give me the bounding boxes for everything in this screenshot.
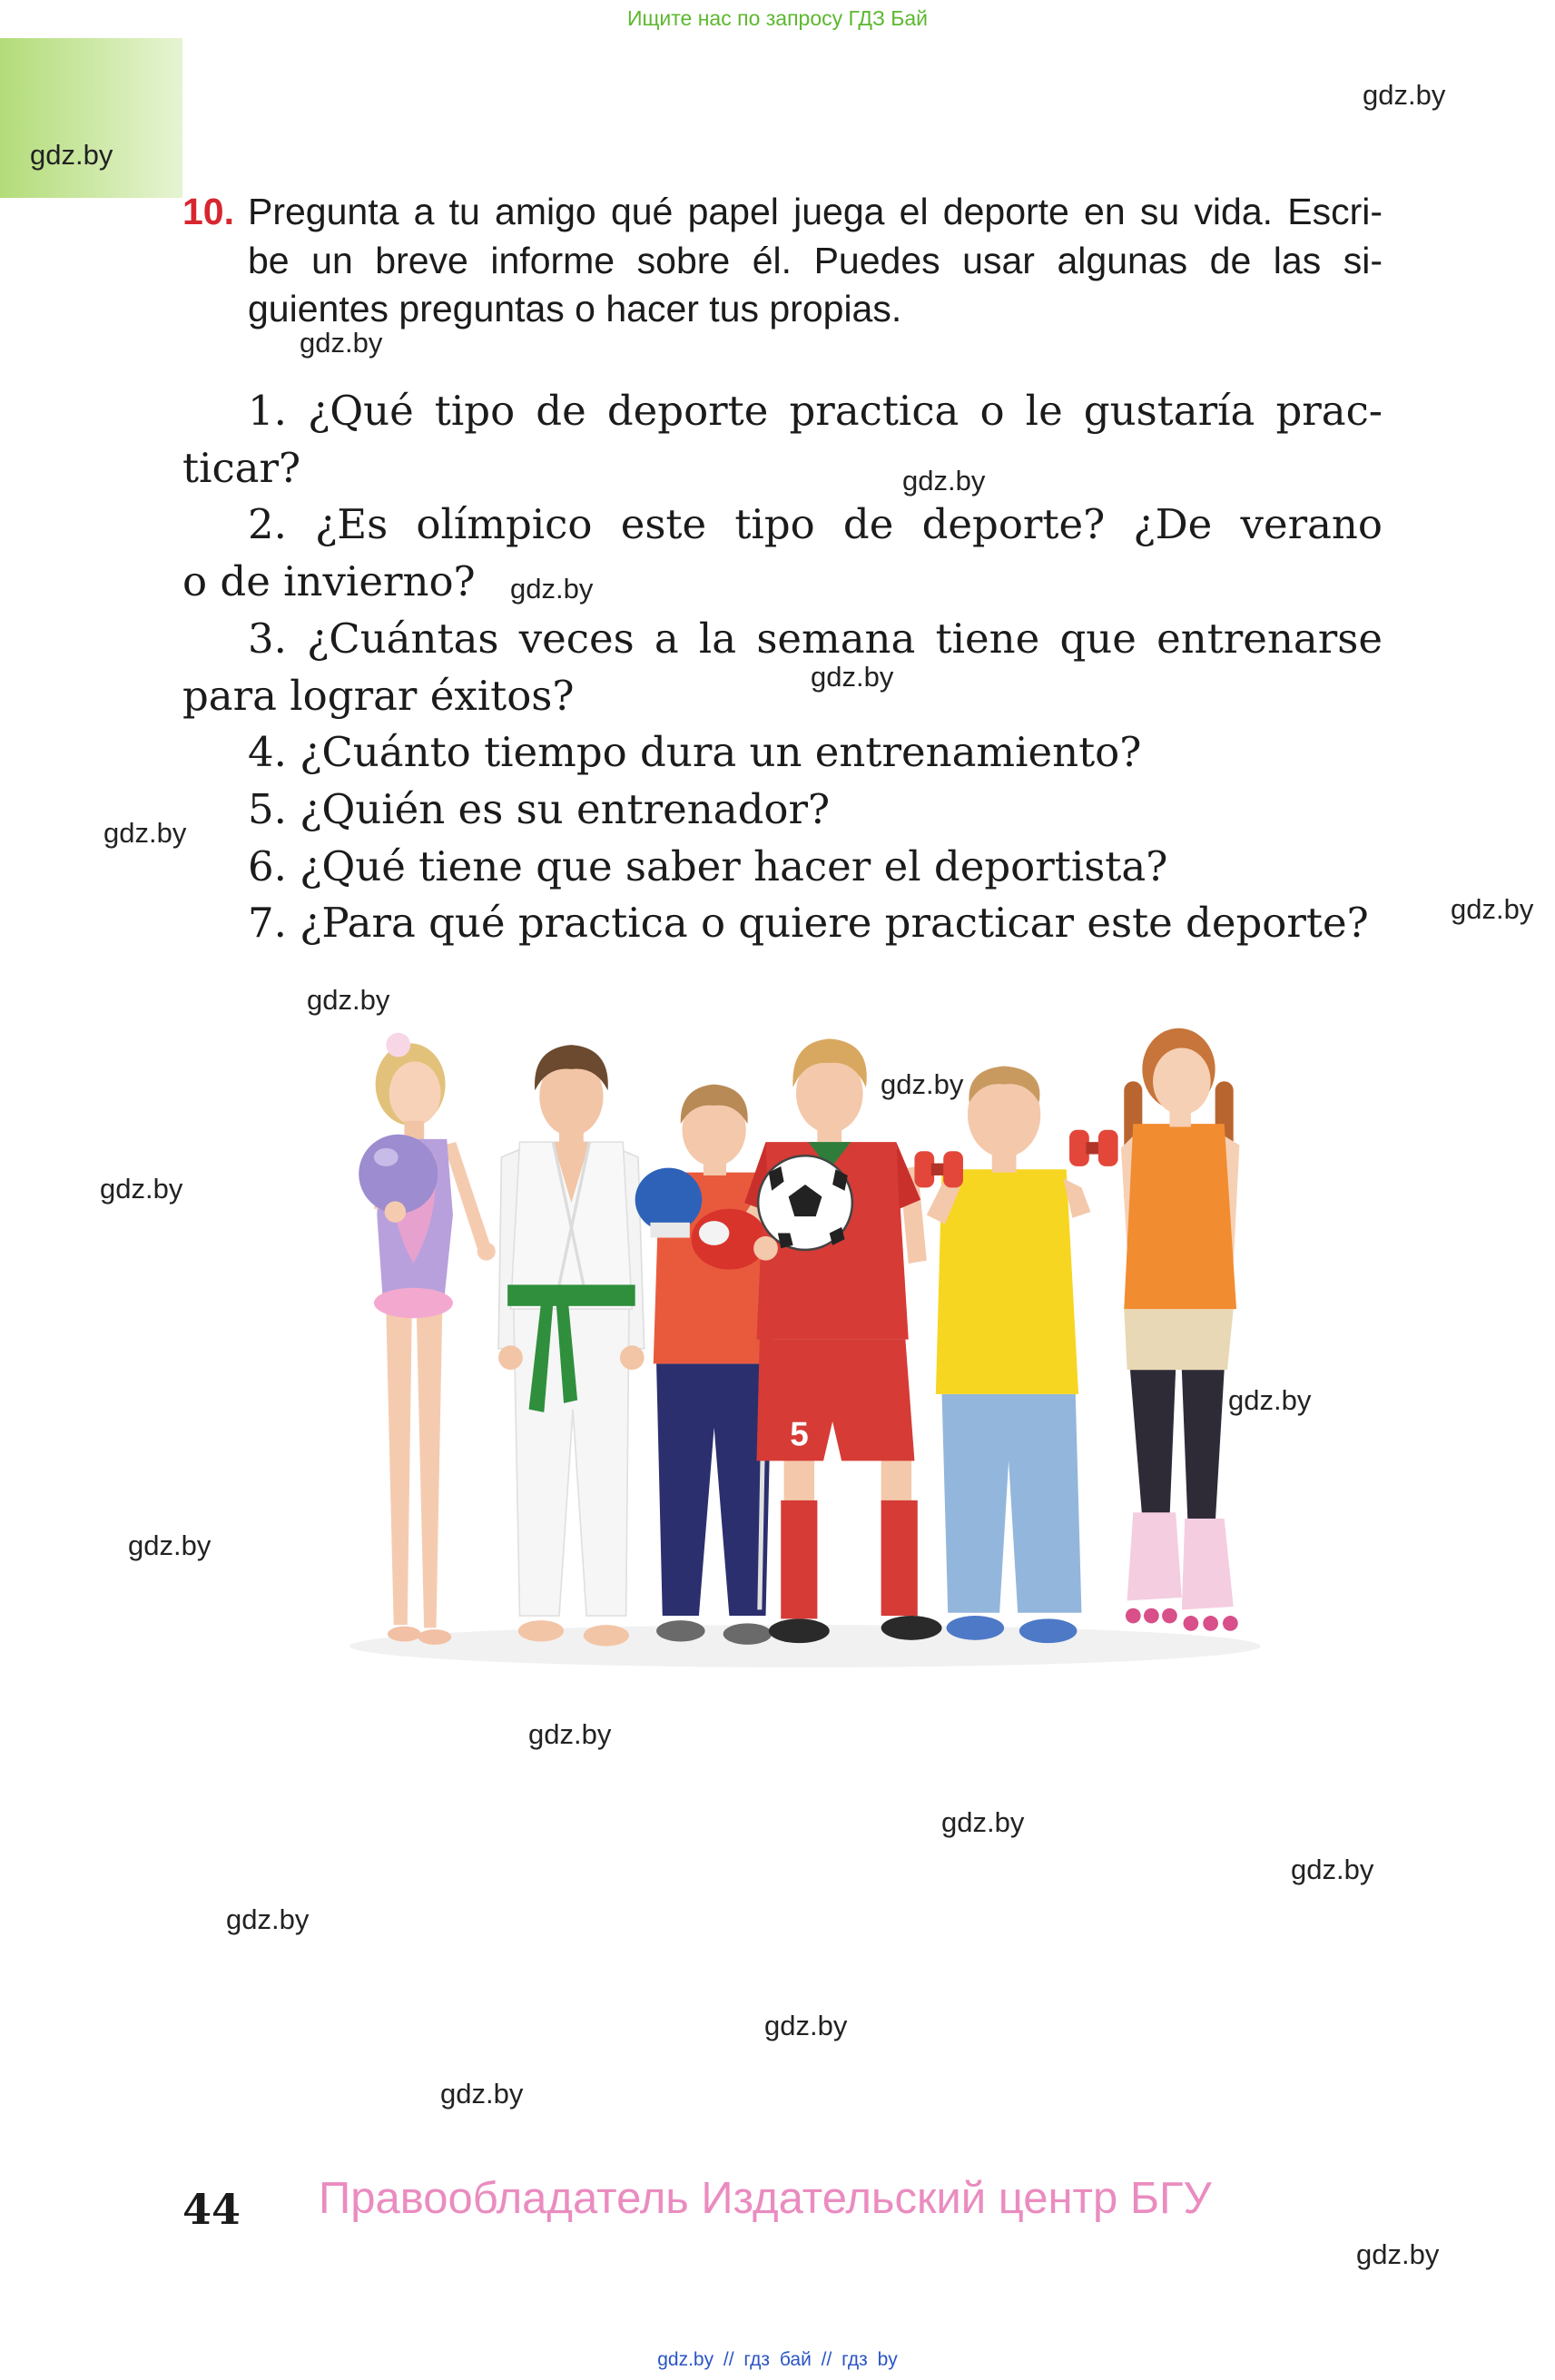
skate-wheel	[1184, 1616, 1199, 1631]
watermark: gdz.by	[1363, 79, 1446, 111]
question-number: 5.	[248, 784, 287, 833]
girl-shirt	[1124, 1124, 1236, 1309]
gymnast-hair-bow	[386, 1033, 410, 1057]
question-line-continuation: o de invierno?	[182, 557, 476, 606]
question-item	[182, 724, 1383, 782]
instruction-line: be un breve informe sobre él. Puedes usar algunas de las si-	[248, 239, 1383, 281]
question-number: 4.	[248, 728, 287, 777]
gymnast-left-leg	[417, 1313, 442, 1628]
watermark: gdz.by	[881, 1068, 964, 1100]
girl-right-legging	[1182, 1370, 1225, 1525]
watermark: gdz.by	[100, 1173, 183, 1205]
yellow-boy-shirt	[936, 1169, 1078, 1394]
question-text: ¿Para qué practica o quiere practicar este deporte?	[300, 899, 1369, 948]
watermark: gdz.by	[440, 2078, 524, 2110]
skate-wheel	[1223, 1616, 1238, 1631]
karate-right-foot	[518, 1620, 564, 1641]
copyright-notice: Правообладатель Издательский центр БГУ	[319, 2174, 1212, 2223]
watermark: gdz.by	[307, 984, 390, 1016]
yellow-boy-right-shoe	[947, 1616, 1005, 1640]
question-text: ¿Cuántas veces a la semana tiene que entrenarse	[307, 614, 1383, 663]
gymnast-girl	[359, 1033, 496, 1645]
karate-left-hand	[620, 1345, 645, 1370]
watermark: gdz.by	[941, 1806, 1025, 1838]
question-list	[182, 383, 1383, 952]
boxer-left-shoe	[723, 1623, 773, 1644]
girl-shorts	[1124, 1309, 1233, 1370]
instruction-line: Pregunta a tu amigo qué papel juega el deporte en su vida. Escri-	[248, 191, 1383, 232]
shorts-number: 5	[790, 1415, 809, 1453]
watermark: gdz.by	[1451, 893, 1534, 925]
watermark: gdz.by	[1356, 2238, 1440, 2270]
watermark: gdz.by	[226, 1903, 310, 1935]
watermark: gdz.by	[128, 1529, 212, 1561]
question-line	[182, 839, 1383, 896]
gymnast-ball-highlight	[374, 1148, 399, 1166]
watermark: gdz.by	[300, 327, 383, 359]
question-item	[182, 611, 1383, 724]
question-number: 7.	[248, 899, 287, 948]
skate-wheel	[1203, 1616, 1218, 1631]
question-item	[182, 383, 1383, 497]
question-line	[182, 383, 1383, 440]
soccer-right-hand	[753, 1236, 778, 1261]
watermark: gdz.by	[510, 573, 594, 605]
search-hint: Ищите нас по запросу ГДЗ Бай	[626, 6, 929, 30]
gymnast-skirt-frill	[374, 1288, 453, 1318]
soccer-shorts	[756, 1340, 914, 1461]
gymnast-right-hand	[385, 1201, 406, 1222]
watermark: gdz.by	[103, 817, 187, 849]
question-line	[182, 895, 1383, 952]
girl-left-legging	[1130, 1370, 1176, 1519]
watermark: gdz.by	[1291, 1854, 1374, 1885]
question-text: ¿Quién es su entrenador?	[300, 784, 831, 833]
girl-right-skate	[1182, 1519, 1234, 1609]
gymnast-right-foot	[388, 1627, 421, 1642]
question-number: 3.	[248, 614, 287, 663]
karate-belt	[507, 1284, 635, 1305]
question-line-continuation: ticar?	[182, 443, 301, 492]
yellow-shirt-boy	[914, 1067, 1117, 1644]
boxer-blue-glove-cuff	[650, 1223, 689, 1238]
question-text: ¿Es olímpico este tipo de deporte? ¿De verano	[315, 500, 1383, 549]
gymnast-face	[389, 1062, 441, 1126]
question-item	[182, 497, 1383, 610]
roller-skate-girl	[1121, 1028, 1239, 1631]
instruction-line: guientes preguntas o hacer tus propias.	[248, 288, 902, 329]
karate-left-foot	[584, 1625, 629, 1646]
watermark: gdz.by	[1228, 1384, 1312, 1416]
dumbbell-left-weight	[1098, 1130, 1118, 1166]
soccer-right-leg	[784, 1458, 814, 1503]
gymnast-left-foot	[418, 1629, 451, 1645]
dumbbell-right-weight	[943, 1151, 963, 1187]
question-line	[182, 782, 1383, 839]
sports-kids-illustration	[349, 1018, 1261, 1686]
question-text: ¿Qué tiene que saber hacer el deportista?	[300, 841, 1168, 890]
soccer-left-leg	[881, 1458, 911, 1503]
watermark: gdz.by	[528, 1718, 612, 1750]
boxer-pants	[656, 1363, 772, 1616]
question-number: 6.	[248, 841, 287, 890]
question-text: ¿Qué tipo de deporte practica o le gustaría prac-	[308, 387, 1383, 435]
boxer-right-shoe	[656, 1620, 705, 1641]
skate-wheel	[1144, 1608, 1159, 1624]
sports-kids-photo	[349, 1018, 1261, 1686]
watermark: gdz.by	[902, 465, 986, 497]
exercise-number: 10.	[182, 191, 234, 232]
corner-badge	[0, 38, 182, 198]
girl-face	[1153, 1047, 1211, 1115]
exercise-instruction	[248, 188, 1383, 334]
soccer-boy	[744, 1038, 941, 1643]
question-item	[182, 782, 1383, 839]
question-number: 1.	[248, 387, 287, 435]
gymnast-ball	[359, 1135, 438, 1214]
soccer-left-sock	[881, 1500, 918, 1616]
soccer-right-shoe	[769, 1618, 830, 1643]
yellow-boy-jeans	[942, 1394, 1082, 1613]
yellow-boy-left-shoe	[1019, 1618, 1078, 1643]
gymnast-left-hand	[477, 1243, 496, 1261]
skate-wheel	[1126, 1608, 1141, 1624]
watermark: gdz.by	[811, 661, 894, 693]
page-number: 44	[182, 2185, 241, 2234]
gymnast-right-leg	[386, 1313, 411, 1626]
question-line	[182, 724, 1383, 782]
question-line-continuation: para lograr éxitos?	[182, 671, 575, 720]
boxer-blue-glove	[635, 1168, 703, 1232]
question-line	[182, 497, 1383, 554]
girl-left-skate	[1127, 1512, 1182, 1600]
soccer-left-shoe	[881, 1616, 942, 1640]
boxer-red-glove-patch	[699, 1221, 729, 1245]
skate-wheel	[1162, 1608, 1177, 1624]
question-item	[182, 839, 1383, 896]
soccer-right-sock	[781, 1500, 817, 1618]
question-text: ¿Cuánto tiempo dura un entrenamiento?	[300, 728, 1142, 777]
karate-right-hand	[498, 1345, 523, 1370]
watermark: gdz.by	[764, 2010, 848, 2041]
question-number: 2.	[248, 500, 287, 549]
question-item	[182, 895, 1383, 952]
corner-watermark: gdz.by	[30, 139, 113, 171]
footer-links: gdz.by // гдз бай // гдз by	[657, 2349, 898, 2370]
karate-boy	[498, 1045, 645, 1646]
question-line	[182, 611, 1383, 668]
